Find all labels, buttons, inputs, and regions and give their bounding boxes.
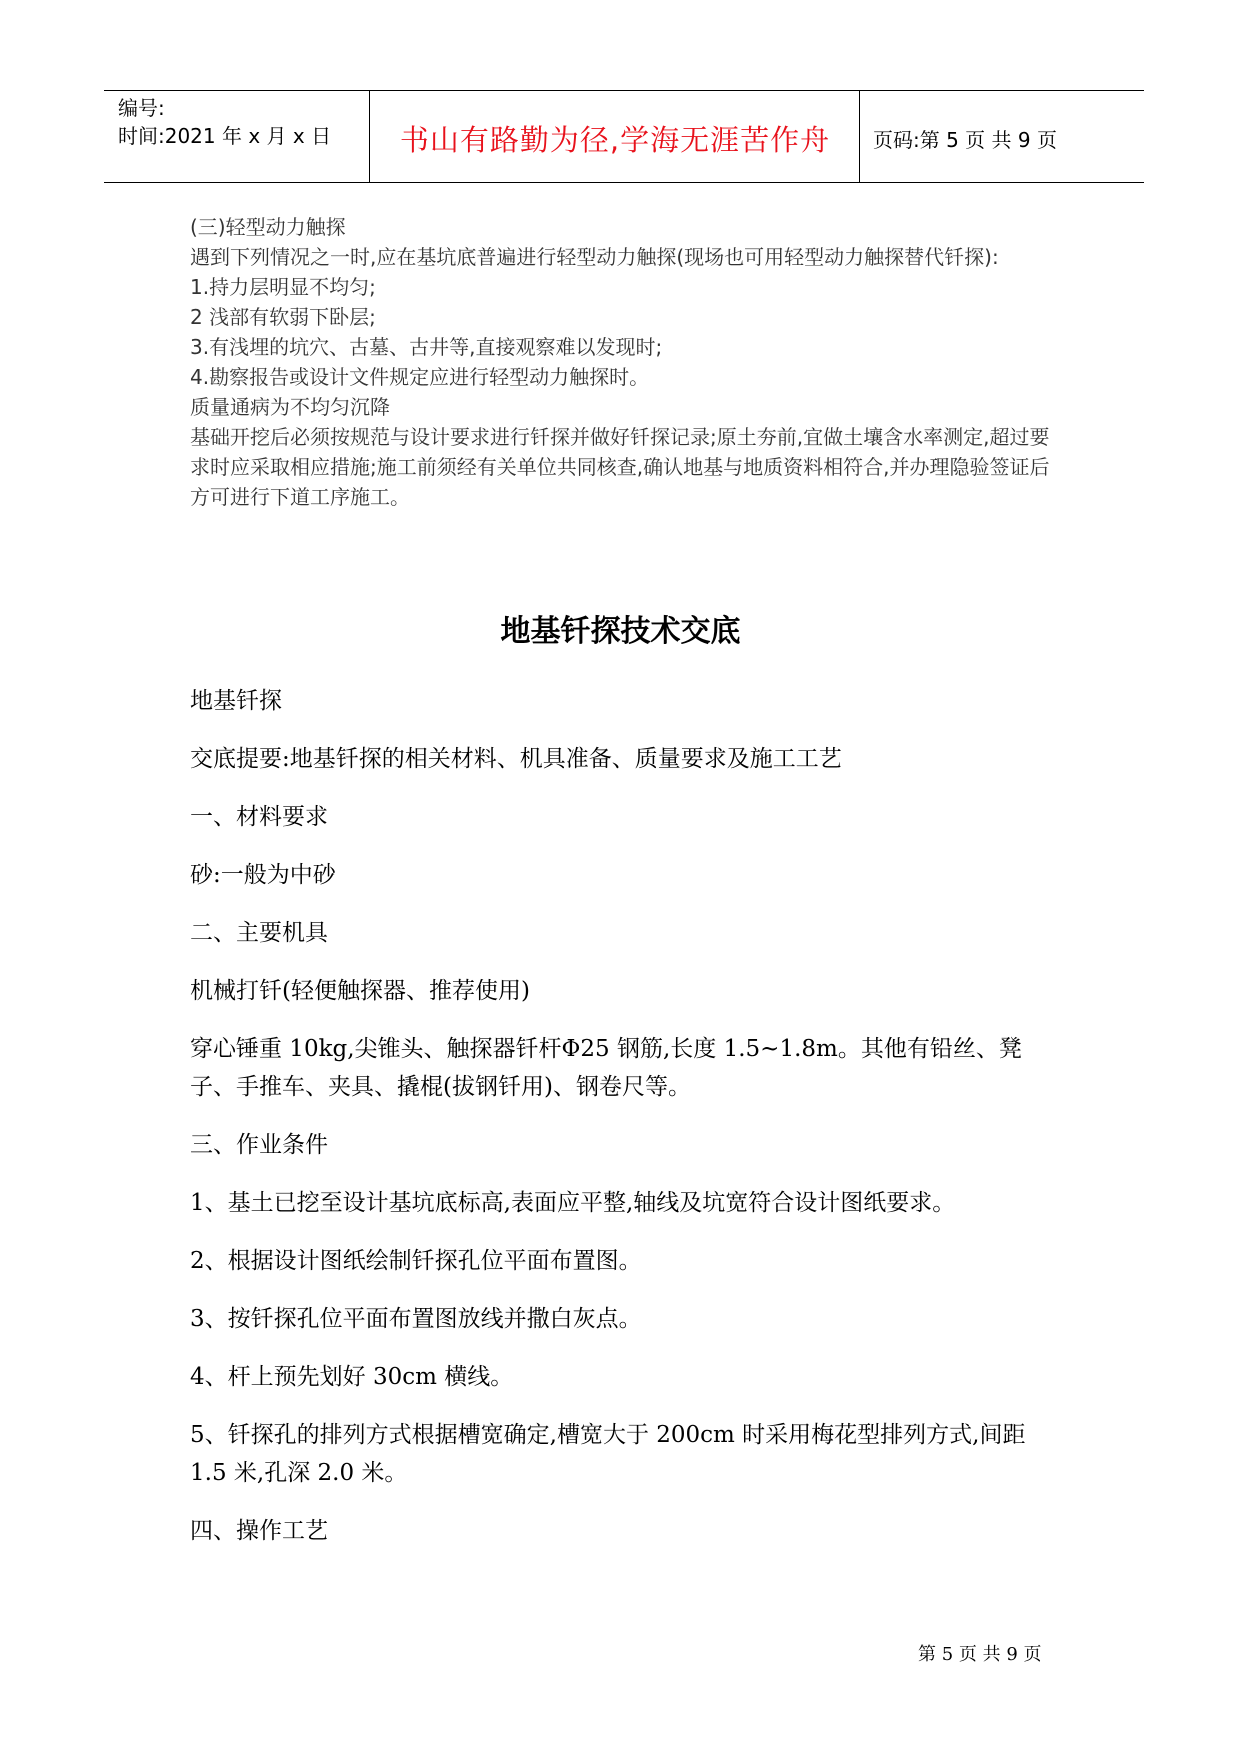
paragraph: 遇到下列情况之一时,应在基坑底普遍进行轻型动力触探(现场也可用轻型动力触探替代钎探): — [190, 245, 999, 269]
list-item: 2、根据设计图纸绘制钎探孔位平面布置图。 — [190, 1248, 642, 1274]
paragraph: 穿心锤重 10kg,尖锥头、触探器钎杆Φ25 钢筋,长度 1.5~1.8m。其他有铅丝、凳子、手推车、夹具、撬棍(拔钢钎用)、钢卷尺等。 — [190, 1036, 1022, 1100]
header-meta — [118, 94, 331, 150]
section-heading: (三)轻型动力触探 — [190, 215, 346, 239]
section-heading: 四、操作工艺 — [190, 1518, 328, 1544]
section-heading: 一、材料要求 — [190, 804, 328, 830]
list-item: 1、基土已挖至设计基坑底标高,表面应平整,轴线及坑宽符合设计图纸要求。 — [190, 1190, 956, 1216]
document-title: 地基钎探技术交底 — [500, 614, 741, 649]
paragraph: 机械打钎(轻便触探器、推荐使用) — [190, 978, 530, 1004]
section-technical-disclosure — [190, 682, 1060, 1570]
list-item: 5、钎探孔的排列方式根据槽宽确定,槽宽大于 200cm 时采用梅花型排列方式,间距 1.5 米,孔深 2.0 米。 — [190, 1422, 1026, 1486]
header-bottom-rule — [104, 182, 1144, 183]
header-top-rule — [104, 90, 1144, 91]
section-heading: 三、作业条件 — [190, 1132, 328, 1158]
section-light-dynamic-probe — [190, 212, 1050, 512]
header-page-number: 页码:第 5 页 共 9 页 — [873, 128, 1057, 152]
list-item: 4、杆上预先划好 30cm 横线。 — [190, 1364, 514, 1390]
list-item: 3、按钎探孔位平面布置图放线并撒白灰点。 — [190, 1306, 642, 1332]
header-motto: 书山有路勤为径,学海无涯苦作舟 — [399, 123, 831, 157]
paragraph: 质量通病为不均匀沉降 — [190, 395, 390, 419]
footer-page-number: 第 5 页 共 9 页 — [918, 1644, 1042, 1665]
document-number: 编号: — [118, 96, 165, 120]
paragraph: 基础开挖后必须按规范与设计要求进行钎探并做好钎探记录;原土夯前,宜做土壤含水率测定,超过要求时应采取相应措施;施工前须经有关单位共同核查,确认地基与地质资料相符合,并办理隐验签证后方可进行下道工序施工。 — [190, 425, 1050, 509]
paragraph: 地基钎探 — [190, 688, 282, 714]
paragraph: 砂:一般为中砂 — [190, 862, 336, 888]
section-heading: 二、主要机具 — [190, 920, 328, 946]
list-item: 3.有浅埋的坑穴、古墓、古井等,直接观察难以发现时; — [190, 335, 663, 359]
paragraph: 交底提要:地基钎探的相关材料、机具准备、质量要求及施工工艺 — [190, 746, 842, 772]
list-item: 2 浅部有软弱下卧层; — [190, 305, 376, 329]
list-item: 1.持力层明显不均匀; — [190, 275, 376, 299]
document-time: 时间:2021 年 x 月 x 日 — [118, 124, 332, 148]
list-item: 4.勘察报告或设计文件规定应进行轻型动力触探时。 — [190, 365, 650, 389]
